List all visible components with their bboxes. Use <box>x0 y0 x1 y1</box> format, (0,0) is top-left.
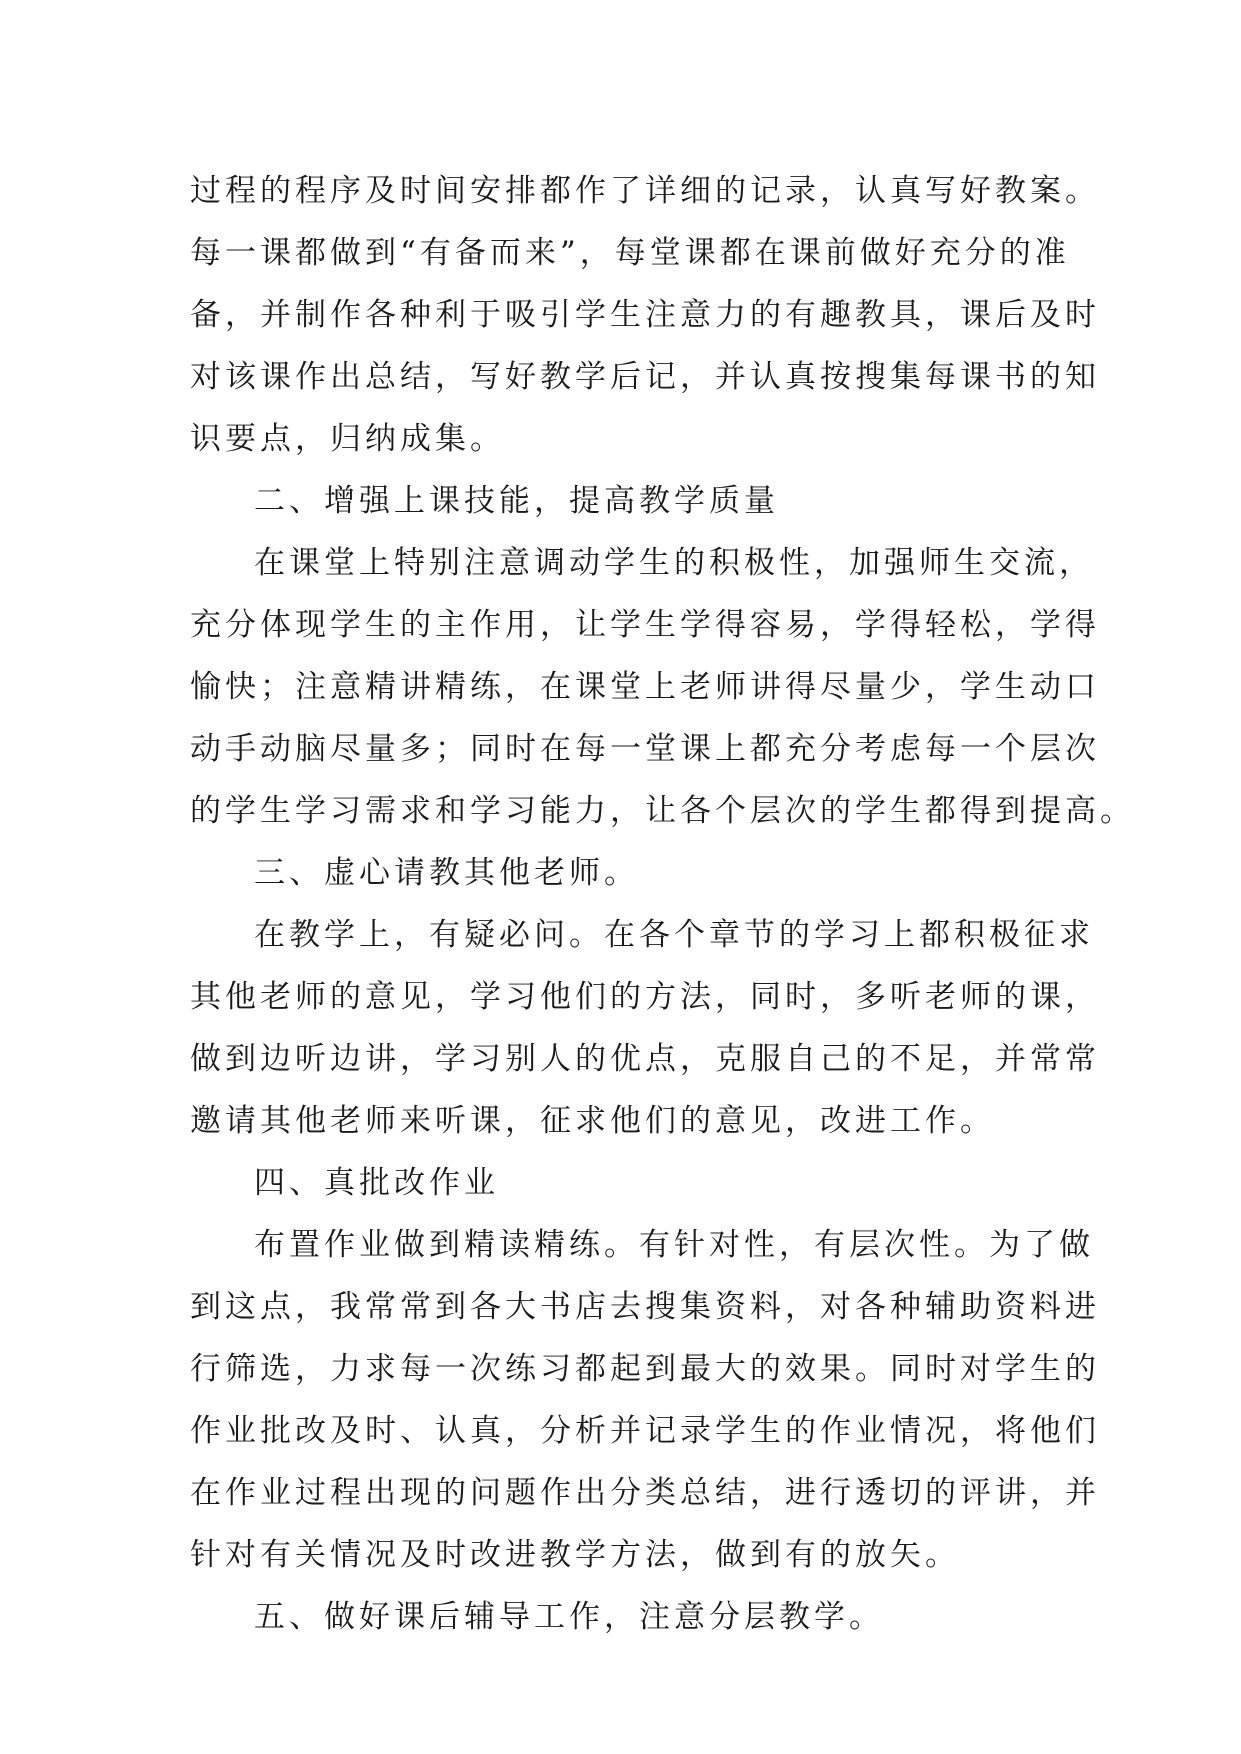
paragraph-line: 对该课作出总结，写好教学后记，并认真按搜集每课书的知 <box>190 359 1100 395</box>
paragraph-line: 识要点，归纳成集。 <box>190 421 505 457</box>
paragraph-line: 在作业过程出现的问题作出分类总结，进行透切的评讲，并 <box>190 1475 1100 1511</box>
paragraph-line: 过程的程序及时间安排都作了详细的记录，认真写好教案。 <box>190 173 1100 209</box>
paragraph-line: 每一课都做到“有备而来”，每堂课都在课前做好充分的准 <box>190 235 1070 271</box>
paragraph-line: 愉快；注意精讲精练，在课堂上老师讲得尽量少，学生动口 <box>190 669 1100 705</box>
paragraph-line: 在教学上，有疑必问。在各个章节的学习上都积极征求 <box>254 917 1094 953</box>
document-body <box>190 160 1135 1648</box>
paragraph-line: 到这点，我常常到各大书店去搜集资料，对各种辅助资料进 <box>190 1289 1100 1325</box>
paragraph-line: 针对有关情况及时改进教学方法，做到有的放矢。 <box>190 1537 960 1573</box>
paragraph-line: 备，并制作各种利于吸引学生注意力的有趣教具，课后及时 <box>190 297 1100 333</box>
section-heading-5: 五、做好课后辅导工作，注意分层教学。 <box>254 1599 884 1635</box>
paragraph-line: 其他老师的意见，学习他们的方法，同时，多听老师的课， <box>190 979 1100 1015</box>
paragraph-line: 动手动脑尽量多；同时在每一堂课上都充分考虑每一个层次 <box>190 731 1100 767</box>
paragraph-line: 布置作业做到精读精练。有针对性，有层次性。为了做 <box>254 1227 1094 1263</box>
paragraph-line: 的学生学习需求和学习能力，让各个层次的学生都得到提高。 <box>190 793 1135 829</box>
paragraph-line: 在课堂上特别注意调动学生的积极性，加强师生交流， <box>254 545 1094 581</box>
paragraph-line: 做到边听边讲，学习别人的优点，克服自己的不足，并常常 <box>190 1041 1100 1077</box>
section-heading-2: 二、增强上课技能，提高教学质量 <box>254 483 779 519</box>
section-heading-4: 四、真批改作业 <box>254 1165 499 1201</box>
paragraph-line: 充分体现学生的主作用，让学生学得容易，学得轻松，学得 <box>190 607 1100 643</box>
paragraph-line: 行筛选，力求每一次练习都起到最大的效果。同时对学生的 <box>190 1351 1100 1387</box>
section-heading-3: 三、虚心请教其他老师。 <box>254 855 639 891</box>
paragraph-line: 作业批改及时、认真，分析并记录学生的作业情况，将他们 <box>190 1413 1100 1449</box>
paragraph-line: 邀请其他老师来听课，征求他们的意见，改进工作。 <box>190 1103 995 1139</box>
